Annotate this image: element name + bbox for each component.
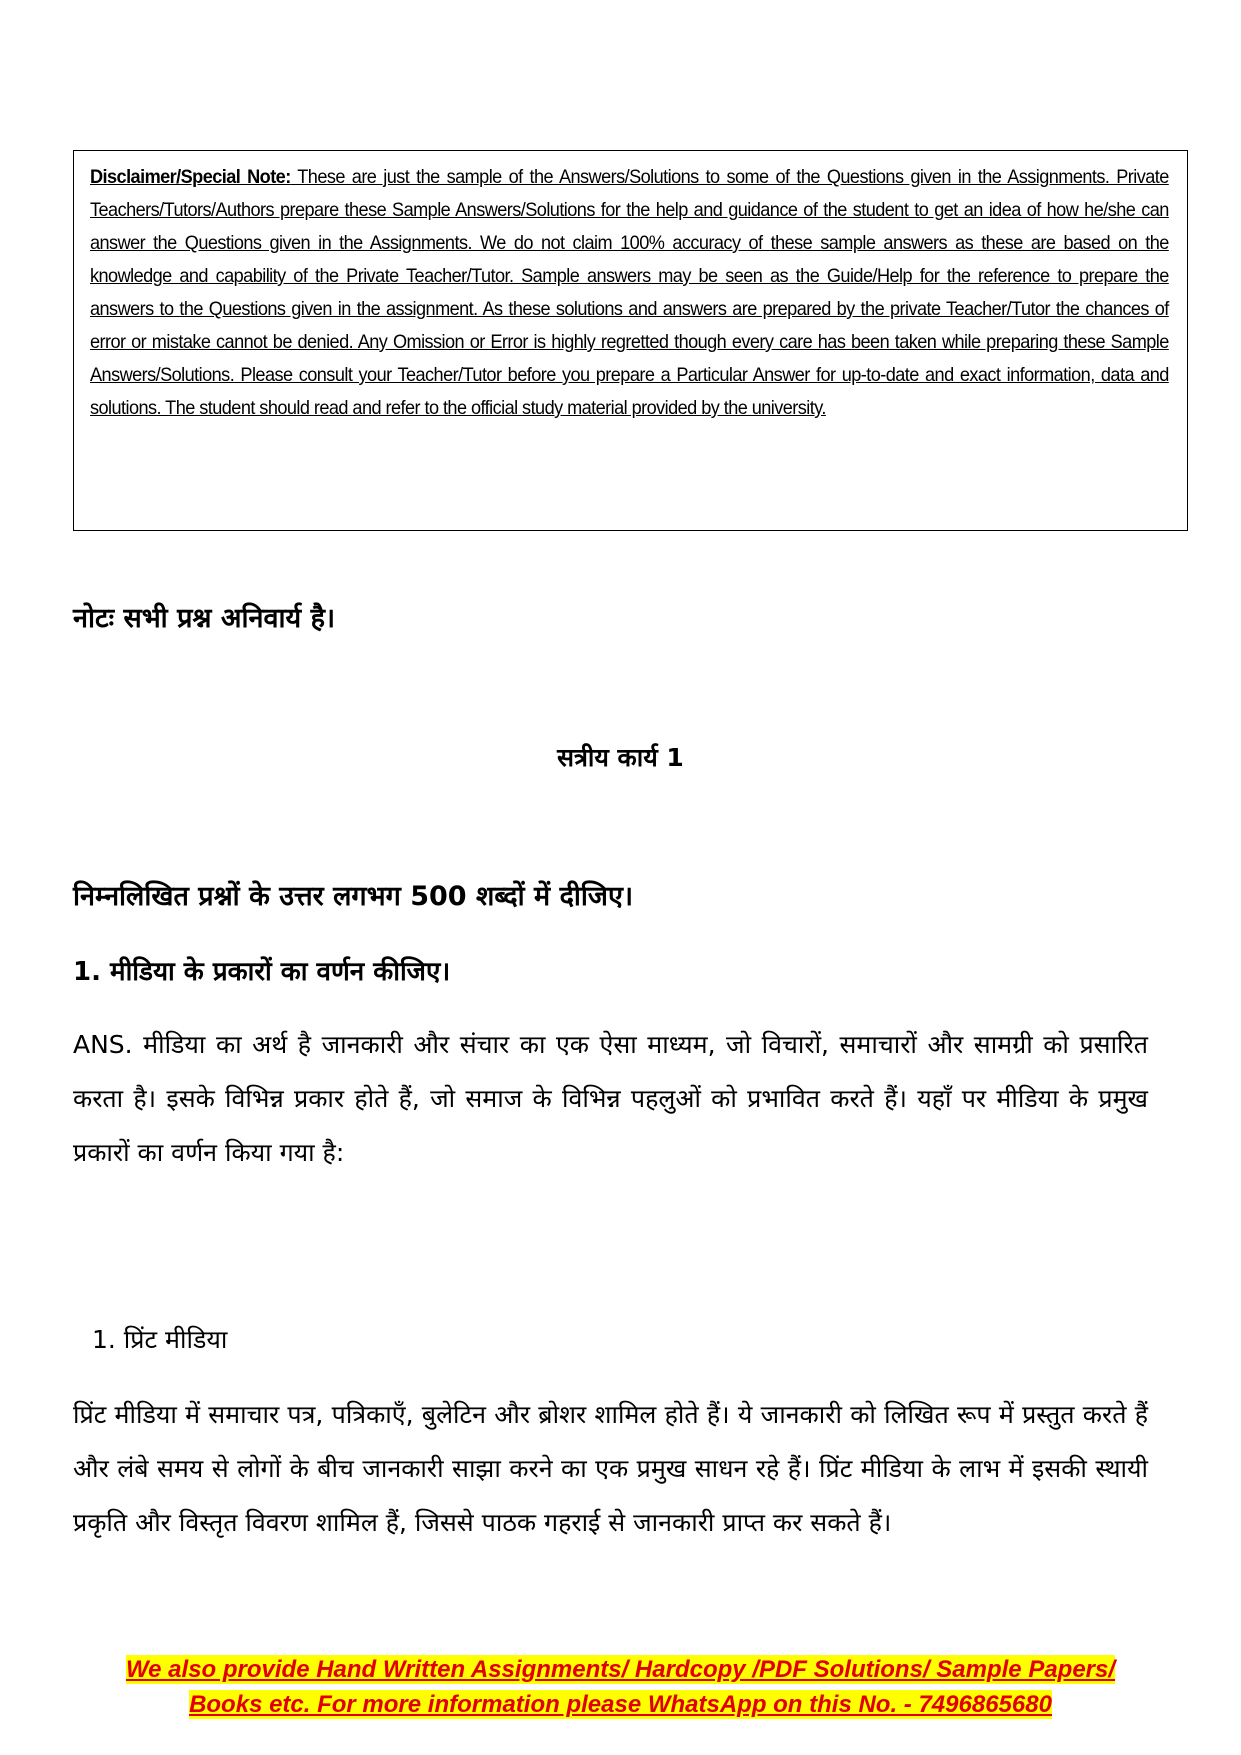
promo-line-2: Books etc. For more information please WhatsApp on this No. - 7496865680 — [189, 1691, 1052, 1718]
question-heading: 1. मीडिया के प्रकारों का वर्णन कीजिए। — [73, 957, 451, 987]
section-paragraph: प्रिंट मीडिया में समाचार पत्र, पत्रिकाएँ, बुलेटिन और ब्रोशर शामिल होते हैं। ये जानकारी को लिखित रूप में प्रस्तुत करते हैं और लंबे समय से लोगों के बीच जानकारी साझा करने का एक प्रमुख साधन रहे हैं। प्रिंट मीडिया के लाभ में इसकी स्थायी प्रकृति और विस्तृत विवरण शामिल हैं, जिससे पाठक गहराई से जानकारी प्राप्त कर सकते हैं। — [73, 1400, 1148, 1537]
disclaimer-body: These are just the sample of the Answers/Solutions to some of the Questions given in the Assignments. Private Teachers/Tutors/Authors prepare these Sample Answers/Solutions for the help and guidance of the student to get an idea of how he/she can answer the Questions given in the Assignments. We do not claim 100% accuracy of these sample answers as these are based on the knowledge and capability of the Private Teacher/Tutor. Sample answers may be seen as the Guide/Help for the reference to prepare the answers to the Questions given in the assignment. As these solutions and answers are prepared by the private Teacher/Tutor the chances of error or mistake cannot be denied. Any Omission or Error is highly regretted though every care has been taken while preparing these Sample Answers/Solutions. Please consult your Teacher/Tutor before you prepare a Particular Answer for up-to-date and exact information, data and solutions. The student should read and refer to the official study material provided by the university. — [90, 166, 1169, 419]
disclaimer-lead: Disclaimer/Special Note: — [90, 166, 291, 188]
note-heading: नोटः सभी प्रश्न अनिवार्य है। — [73, 603, 336, 634]
promo-footer — [0, 1652, 1241, 1722]
instruction-heading: निम्नलिखित प्रश्नों के उत्तर लगभग 500 शब्दों में दीजिए। — [73, 881, 634, 912]
promo-line-1: We also provide Hand Written Assignments/ Hardcopy /PDF Solutions/ Sample Papers/ — [125, 1656, 1116, 1683]
sessional-title: सत्रीय कार्य 1 — [557, 743, 684, 772]
section-heading: 1. प्रिंट मीडिया — [92, 1325, 228, 1354]
disclaimer-text — [90, 161, 1169, 425]
answer-intro-paragraph: ANS. मीडिया का अर्थ है जानकारी और संचार का एक ऐसा माध्यम, जो विचारों, समाचारों और सामग्री को प्रसारित करता है। इसके विभिन्न प्रकार होते हैं, जो समाज के विभिन्न पहलुओं को प्रभावित करते हैं। यहाँ पर मीडिया के प्रमुख प्रकारों का वर्णन किया गया है: — [73, 1030, 1148, 1167]
disclaimer-box — [73, 150, 1188, 531]
